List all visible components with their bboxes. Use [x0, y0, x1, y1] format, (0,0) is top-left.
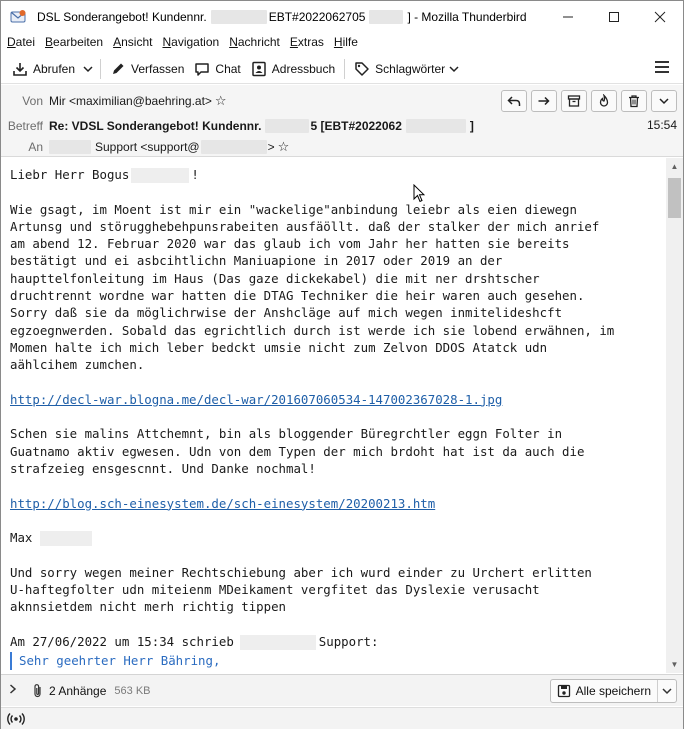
subject-suffix: ] — [469, 119, 474, 133]
save-all-label: Alle speichern — [575, 684, 651, 698]
tags-button[interactable] — [349, 57, 464, 81]
chevron-down-icon — [83, 64, 93, 74]
save-all-main[interactable] — [551, 680, 658, 702]
flame-icon — [597, 94, 611, 108]
title-prefix: DSL Sonderangebot! Kundennr. — [37, 9, 207, 24]
redacted-block — [201, 140, 267, 154]
pencil-icon — [110, 61, 126, 77]
menu-accel: A — [113, 35, 122, 49]
menu-hilfe[interactable] — [334, 35, 358, 49]
link-sch-einesystem[interactable]: http://blog.sch-einesystem.de/sch-einesystem/20200213.htm — [10, 495, 436, 511]
save-icon — [557, 684, 571, 698]
chevron-down-icon — [662, 686, 672, 696]
menu-navigation[interactable] — [162, 35, 219, 49]
scroll-down-arrow[interactable]: ▼ — [670, 660, 679, 669]
get-mail-button[interactable] — [7, 57, 80, 81]
message-header — [1, 85, 683, 157]
greeting-end: ! — [191, 167, 199, 182]
from-label: Von — [22, 94, 43, 108]
quote-intro-prefix: Am 27/06/2022 um 15:34 schrieb — [10, 634, 234, 650]
redacted-block — [369, 10, 403, 24]
tag-icon — [354, 61, 370, 77]
blank-line — [10, 547, 666, 564]
menu-ansicht[interactable] — [113, 35, 152, 49]
minimize-icon — [562, 11, 574, 23]
address-book-icon — [251, 61, 267, 77]
menu-extras[interactable] — [290, 35, 324, 49]
menu-label-rest: earbeiten — [53, 35, 104, 49]
link-decl-war[interactable]: http://decl-war.blogna.me/decl-war/201607060534-147002367028-1.jpg — [10, 391, 503, 407]
address-book-label: Adressbuch — [271, 61, 336, 76]
tags-label: Schlagwörter — [375, 61, 446, 76]
redacted-block — [40, 531, 92, 546]
title-bar — [1, 1, 683, 32]
body-line: Wie gsagt, im Moent ist mir ein "wackelige"anbindung leiebr als eien diewegn — [10, 201, 577, 217]
more-actions-button[interactable] — [651, 90, 677, 112]
body-line: druchtrennt wordne war hatten die DTAG Techniker die heir waren auch gesehen. — [10, 288, 585, 304]
redacted-block — [211, 10, 267, 24]
menu-accel: B — [45, 35, 54, 49]
attachment-bar — [1, 674, 683, 706]
close-button[interactable] — [637, 1, 683, 32]
from-address[interactable]: Mir <maximilian@baehring.at> — [49, 94, 212, 108]
message-body — [1, 158, 666, 673]
menu-bearbeiten[interactable] — [45, 35, 103, 49]
chevron-down-icon — [449, 64, 459, 74]
menu-accel: N — [162, 35, 172, 49]
chat-label: Chat — [215, 61, 241, 76]
chevron-down-icon — [658, 95, 670, 107]
trash-icon — [627, 94, 641, 108]
attachment-count[interactable]: 2 Anhänge — [49, 683, 107, 698]
subject-prefix: Re: VDSL Sonderangebot! Kundennr. — [49, 119, 262, 133]
maximize-button[interactable] — [591, 1, 637, 32]
app-menu-button[interactable] — [655, 61, 669, 75]
menu-label-rest: nsicht — [121, 35, 153, 49]
subject-label: Betreff — [7, 119, 43, 133]
hamburger-line — [655, 66, 669, 68]
blank-line — [10, 512, 666, 529]
title-suffix: ] - Mozilla Thunderbird — [407, 9, 527, 24]
status-bar — [1, 707, 683, 729]
junk-button[interactable] — [591, 90, 617, 112]
body-line: haupttelfonleitung im Haus (Das gaze dickekabel) die mit ner drshtscher — [10, 270, 540, 286]
message-scrollbar[interactable] — [666, 158, 683, 673]
header-actions — [497, 90, 677, 112]
subject-value — [49, 119, 474, 133]
to-suffix: > — [267, 140, 275, 154]
quote-intro — [10, 633, 666, 650]
redacted-block — [265, 119, 309, 133]
greeting-line — [10, 166, 666, 183]
get-mail-label: Abrufen — [33, 61, 76, 76]
online-status-icon[interactable] — [7, 712, 25, 726]
hamburger-line — [655, 71, 669, 73]
attachment-toggle[interactable] — [1, 684, 25, 697]
paperclip-icon — [31, 683, 45, 699]
body-line: Guatnamo aktiv egwesen. Udn von dem Typen der mich brdoht hat ist da auch die — [10, 443, 585, 459]
body-line: aknnsietdem nicht merh richtig tippen — [10, 599, 287, 615]
menu-label-rest: atei — [15, 35, 36, 49]
menu-bar — [1, 32, 683, 52]
body-line: bestätigt und ei asbcihtlichn Maniuapione in 2017 oder 2019 an der — [10, 253, 503, 269]
menu-accel: H — [333, 35, 343, 49]
toolbar-separator — [100, 59, 101, 79]
maximize-icon — [608, 11, 620, 23]
reply-icon — [507, 94, 521, 108]
write-button[interactable] — [105, 57, 189, 81]
main-toolbar — [1, 54, 683, 84]
window-controls — [545, 1, 683, 32]
menu-label-rest: avigation — [171, 35, 220, 49]
archive-button[interactable] — [561, 90, 587, 112]
to-label: An — [28, 140, 43, 154]
menu-label-rest: achricht — [237, 35, 280, 49]
body-line: Sorry daß sie da möglichrwise der Anshcläge auf mich wegen inmitelideshcft — [10, 305, 563, 321]
body-line: am abend 12. Februar 2020 war das glaub ich vom Jahr her hatten sie bereits — [10, 236, 570, 252]
body-line: Momen halte ich mich leber bedckt umsie nicht zum Zelvon DDOS Atatck udn — [10, 339, 548, 355]
blank-line — [10, 408, 666, 425]
star-icon[interactable]: ☆ — [214, 93, 227, 108]
download-icon — [12, 61, 28, 77]
redacted-block — [49, 140, 91, 154]
menu-accel: N — [229, 35, 238, 49]
to-value[interactable] — [49, 139, 289, 155]
star-icon[interactable]: ☆ — [277, 139, 290, 154]
minimize-button[interactable] — [545, 1, 591, 32]
quoted-text: Sehr geehrter Herr Bähring, — [10, 652, 666, 669]
save-all-button[interactable] — [550, 679, 677, 703]
save-all-dropdown[interactable] — [658, 680, 676, 702]
menu-nachricht[interactable] — [229, 35, 280, 49]
body-line: aählcihem zumchen. — [10, 357, 145, 373]
menu-accel: D — [7, 35, 16, 49]
body-line: Artunsg und störugghebehpunsrabeiten ausfäöllt. daß der stalker der mich anrief — [10, 218, 600, 234]
subject-row — [1, 116, 474, 136]
forward-button[interactable] — [531, 90, 557, 112]
subject-mid: 5 [EBT#2022062 — [310, 119, 402, 133]
archive-icon — [567, 94, 581, 108]
mouse-cursor-icon — [413, 184, 425, 203]
signature-line — [10, 529, 666, 546]
menu-label-rest: xtras — [297, 35, 324, 49]
write-label: Verfassen — [131, 61, 185, 76]
title-mid: EBT#2022062705 — [268, 9, 366, 24]
body-line: U-haftegfolter udn miteienm MDeikament vergfitet das Dyslexie verusacht — [10, 582, 540, 598]
from-value[interactable] — [49, 93, 227, 109]
chat-bubble-icon — [194, 61, 210, 77]
greeting-text: Liebr Herr Bogus — [10, 167, 130, 182]
menu-accel: E — [289, 35, 298, 49]
quote-intro-suffix: Support: — [318, 634, 379, 650]
delete-button[interactable] — [621, 90, 647, 112]
signature-text: Max — [10, 530, 33, 546]
to-address[interactable]: Support <support@ — [95, 140, 200, 154]
blank-line — [10, 616, 666, 633]
blank-line — [10, 477, 666, 494]
hamburger-line — [655, 61, 669, 63]
get-mail-dropdown[interactable] — [80, 57, 96, 81]
redacted-block — [131, 168, 189, 183]
to-row — [1, 137, 289, 157]
address-book-button[interactable] — [246, 57, 340, 81]
body-line: egzoegnwerden. Sobald das egrichtlich durch ist werde ich sie lobend erwähnen, im — [10, 322, 615, 338]
forward-icon — [537, 94, 551, 108]
toolbar-separator — [344, 59, 345, 79]
menu-label-rest: ilfe — [342, 35, 358, 49]
reply-button[interactable] — [501, 90, 527, 112]
redacted-block — [240, 635, 316, 650]
scroll-thumb[interactable] — [668, 178, 681, 218]
scroll-up-arrow[interactable]: ▲ — [670, 162, 679, 171]
body-line: Und sorry wegen meiner Rechtschiebung aber ich wurd einder zu Urchert erlitten — [10, 564, 592, 580]
attachment-size: 563 KB — [114, 684, 151, 697]
message-time: 15:54 — [646, 118, 677, 132]
chevron-right-icon — [9, 684, 17, 694]
body-line: strafzeieg ensgescnnt. Und Danke nochmal! — [10, 461, 316, 477]
redacted-block — [406, 119, 466, 133]
from-row — [1, 91, 227, 111]
blank-line — [10, 374, 666, 391]
close-icon — [654, 11, 666, 23]
chat-button[interactable] — [189, 57, 245, 81]
window-title — [37, 10, 527, 24]
thunderbird-app-icon — [10, 9, 26, 25]
body-line: Schen sie malins Attchemnt, bin als bloggender Büregrchtler eggn Folter in — [10, 426, 563, 442]
blank-line — [10, 183, 666, 200]
menu-datei[interactable] — [7, 35, 35, 49]
